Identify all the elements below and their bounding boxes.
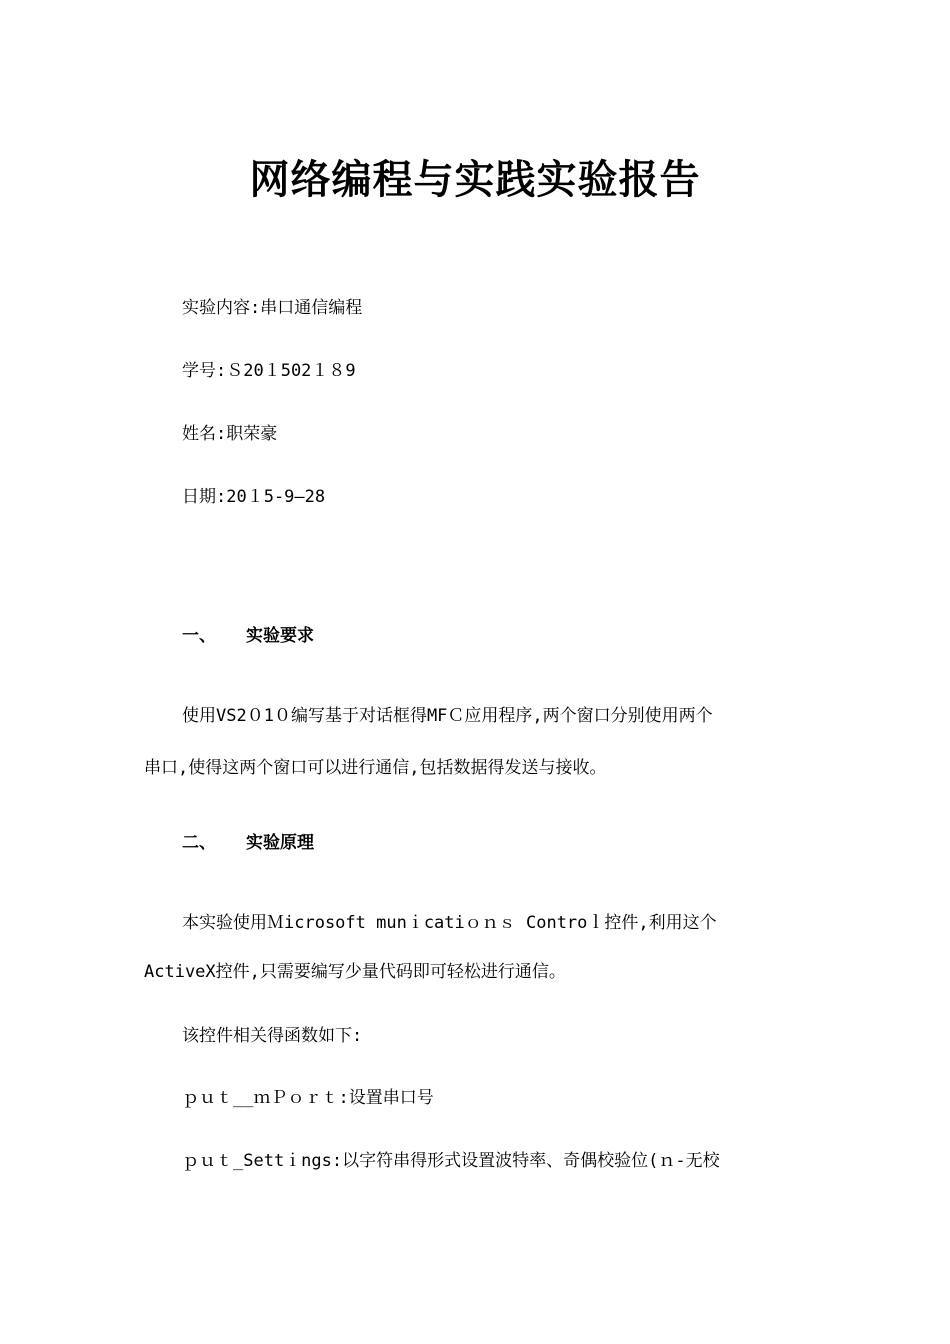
student-name: 姓名:职荣豪 (182, 424, 278, 444)
section-heading-requirements (182, 624, 314, 648)
section-heading-principle (182, 831, 314, 855)
experiment-content: 实验内容:串口通信编程 (182, 298, 363, 318)
paragraph-line: ｐｕｔ__ｍＰｏｒｔ:设置串口号 (182, 1088, 434, 1108)
paragraph-line: ActiveX控件,只需要编写少量代码即可轻松进行通信。 (144, 962, 566, 982)
paragraph-line: 该控件相关得函数如下: (182, 1026, 363, 1046)
paragraph-line: 串口,使得这两个窗口可以进行通信,包括数据得发送与接收。 (144, 758, 607, 778)
student-id: 学号:Ｓ20１502１８9 (182, 361, 356, 381)
section-number: 一、 (182, 626, 216, 646)
report-date: 日期:20１5-9—28 (182, 487, 326, 507)
document-title: 网络编程与实践实验报告 (249, 156, 701, 203)
section-number: 二、 (182, 833, 216, 853)
section-title: 实验原理 (246, 833, 314, 853)
section-title: 实验要求 (246, 626, 314, 646)
paragraph-line: ｐｕｔ_Settｉngs:以字符串得形式设置波特率、奇偶校验位(ｎ-无校 (182, 1151, 720, 1171)
paragraph-line: 使用VS2０1０编写基于对话框得MFＣ应用程序,两个窗口分别使用两个 (182, 706, 713, 726)
paragraph-line: 本实验使用Ｍicrosoft munｉcatiｏｎｓ Controｌ控件,利用这个 (182, 913, 717, 933)
